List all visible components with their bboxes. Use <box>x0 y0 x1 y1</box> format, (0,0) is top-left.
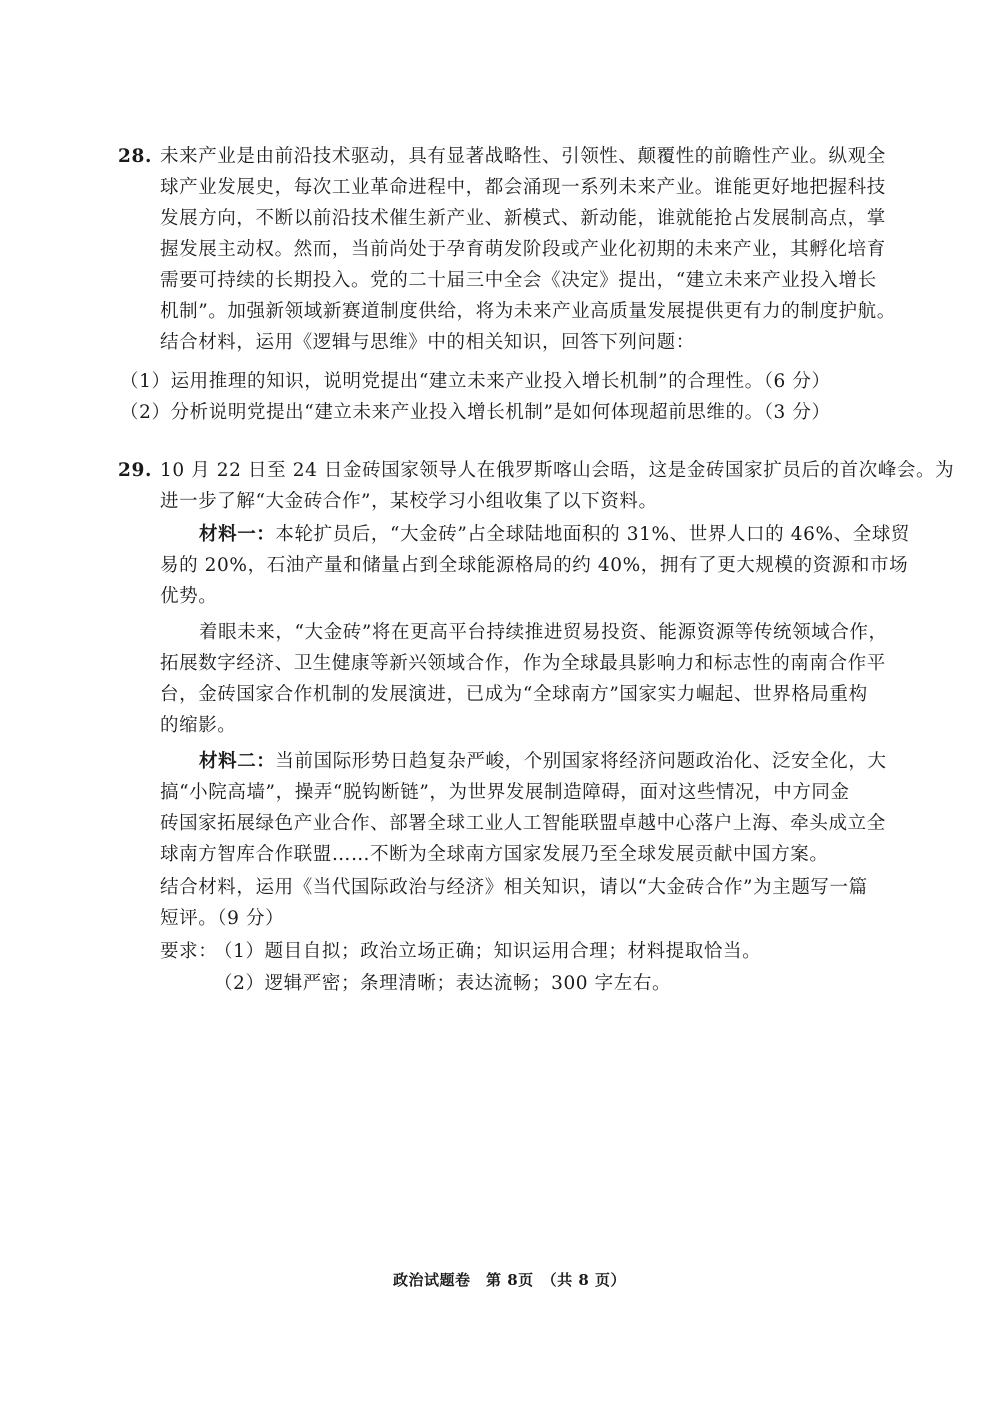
task-line: 结合材料，运用《当代国际政治与经济》相关知识，请以“大金砖合作”为主题写一篇 <box>160 877 868 898</box>
task-line: 短评。（9 分） <box>160 908 285 929</box>
question-number: 29. <box>118 460 152 481</box>
material-2-line: 球南方智库合作联盟……不断为全球南方国家发展乃至全球发展贡献中国方案。 <box>160 844 829 865</box>
material-1-line: 优势。 <box>160 586 218 607</box>
material-1-paragraph-2-line: 拓展数字经济、卫生健康等新兴领域合作，作为全球最具影响力和标志性的南南合作平 <box>160 653 886 674</box>
material-1-paragraph-2-line: 的缩影。 <box>160 715 237 736</box>
material-1-text: 本轮扩员后，“大金砖”占全球陆地面积的 31%、世界人口的 46%、全球贸 <box>275 524 911 545</box>
q29-intro-line: 10 月 22 日至 24 日金砖国家领导人在俄罗斯喀山会晤，这是金砖国家扩员后的首次峰会。为 <box>160 460 955 481</box>
q28-line: 球产业发展史，每次工业革命进程中，都会涌现一系列未来产业。谁能更好地把握科技 <box>160 177 886 198</box>
material-1-line: 易的 20%，石油产量和储量占到全球能源格局的约 40%，拥有了更大规模的资源和市场 <box>160 555 909 576</box>
requirement-1: （1）题目自拟；政治立场正确；知识运用合理；材料提取恰当。 <box>214 941 762 962</box>
material-2-line: 砖国家拓展绿色产业合作、部署全球工业人工智能联盟卓越中心落户上海、牵头成立全 <box>160 813 886 834</box>
q28-line: 结合材料，运用《逻辑与思维》中的相关知识，回答下列问题： <box>160 332 695 353</box>
material-1-paragraph-2-line: 着眼未来，“大金砖”将在更高平台持续推进贸易投资、能源资源等传统领域合作， <box>199 622 888 643</box>
page-footer: 政治试题卷 第 8页 （共 8 页） <box>393 1271 627 1289</box>
q28-line: 未来产业是由前沿技术驱动，具有显著战略性、引领性、颠覆性的前瞻性产业。纵观全 <box>160 146 886 167</box>
q29-intro-line: 进一步了解“大金砖合作”，某校学习小组收集了以下资料。 <box>160 491 658 512</box>
q28-line: 需要可持续的长期投入。党的二十届三中全会《决定》提出，“建立未来产业投入增长 <box>160 270 877 291</box>
requirement-2: （2）逻辑严密；条理清晰；表达流畅；300 字左右。 <box>214 973 672 994</box>
material-1-paragraph-2-line: 台，金砖国家合作机制的发展演进，已成为“全球南方”国家实力崛起、世界格局重构 <box>160 684 868 705</box>
q28-subquestion-1: （1）运用推理的知识，说明党提出“建立未来产业投入增长机制”的合理性。（6 分） <box>120 371 831 392</box>
material-1-first-line <box>199 523 910 547</box>
q28-line: 机制”。加强新领域新赛道制度供给，将为未来产业高质量发展提供更有力的制度护航。 <box>160 301 896 322</box>
q28-subquestion-2: （2）分析说明党提出“建立未来产业投入增长机制”是如何体现超前思维的。（3 分） <box>120 402 831 423</box>
material-2-label: 材料二： <box>199 751 276 772</box>
material-2-text: 当前国际形势日趋复杂严峻，个别国家将经济问题政治化、泛安全化，大 <box>275 751 887 772</box>
requirements-label: 要求： <box>160 941 218 962</box>
material-2-line: 搞“小院高墙”，操弄“脱钩断链”，为世界发展制造障碍，面对这些情况，中方同金 <box>160 782 850 803</box>
q28-line: 握发展主动权。然而，当前尚处于孕育萌发阶段或产业化初期的未来产业，其孵化培育 <box>160 239 886 260</box>
q28-line: 发展方向，不断以前沿技术催生新产业、新模式、新动能，谁就能抢占发展制高点，掌 <box>160 208 886 229</box>
material-2-first-line <box>199 750 887 774</box>
material-1-label: 材料一： <box>199 524 276 545</box>
question-number: 28. <box>118 146 152 167</box>
